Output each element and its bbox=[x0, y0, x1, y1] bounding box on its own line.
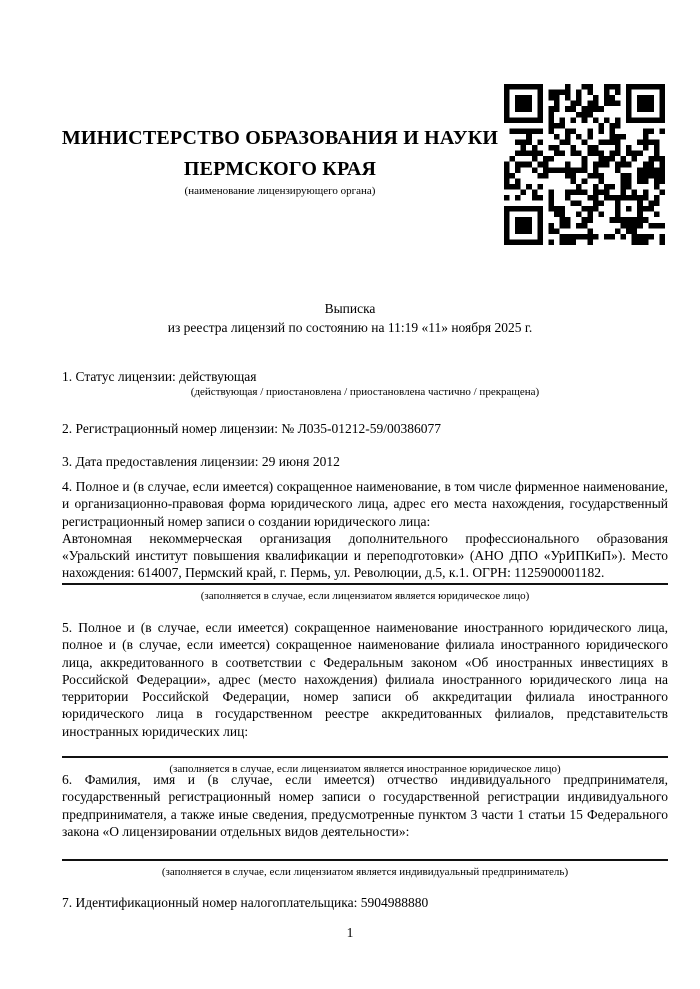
item-license-status bbox=[62, 368, 668, 385]
entrepreneur-caption: (заполняется в случае, если лицензиатом является индивидуальный предприниматель) bbox=[161, 866, 569, 879]
licensing-authority-header bbox=[50, 123, 510, 198]
registration-number-text: 2. Регистрационный номер лицензии: № Л035-01212-59/00386077 bbox=[62, 421, 442, 436]
entrepreneur-label: 6. Фамилия, имя и (в случае, если имеется) отчество индивидуального предпринимателя, государственный регистрационный номер записи о государственной регистрации индивидуального предпринимателя, а также иные сведения, предусмотренные пунктом 3 части 1 статьи 15 Федерального закона «О лицензировании отдельных видов деятельности»: bbox=[62, 772, 668, 839]
item-grant-date bbox=[62, 453, 668, 470]
title-line1: Выписка bbox=[324, 301, 376, 316]
item-legal-entity bbox=[62, 478, 668, 603]
fill-line bbox=[62, 583, 668, 585]
qr-code-icon bbox=[504, 84, 665, 245]
authority-name-line2: ПЕРМСКОГО КРАЯ bbox=[183, 158, 377, 180]
legal-entity-label: 4. Полное и (в случае, если имеется) сокращенное наименование, в том числе фирменное наименование, и организационно-правовая форма юридического лица, адрес его места нахождения, государственный регистрационный номер записи о создании юридического лица: bbox=[62, 479, 668, 529]
foreign-entity-caption: (заполняется в случае, если лицензиатом является иностранное юридическое лицо) bbox=[169, 763, 561, 776]
item-registration-number bbox=[62, 420, 668, 437]
grant-date-text: 3. Дата предоставления лицензии: 29 июня 2012 bbox=[62, 454, 340, 469]
authority-name-line1: МИНИСТЕРСТВО ОБРАЗОВАНИЯ И НАУКИ bbox=[61, 127, 499, 149]
authority-caption: (наименование лицензирующего органа) bbox=[184, 185, 376, 197]
document-title bbox=[0, 300, 700, 337]
license-status-caption: (действующая / приостановлена / приостановлена частично / прекращена) bbox=[190, 386, 540, 398]
legal-entity-caption: (заполняется в случае, если лицензиатом является юридическое лицо) bbox=[200, 589, 530, 602]
title-line2: из реестра лицензий по состоянию на 11:19 «11» ноября 2025 г. bbox=[167, 319, 533, 335]
item-foreign-entity bbox=[62, 619, 668, 776]
fill-line bbox=[62, 756, 668, 758]
inn-text: 7. Идентификационный номер налогоплательщика: 5904988880 bbox=[62, 895, 429, 910]
item-inn bbox=[62, 894, 668, 911]
foreign-entity-label: 5. Полное и (в случае, если имеется) сокращенное наименование иностранного юридического лица, полное и (в случае, если имеется) сокращенное наименование филиала иностранного юридического лица, аккредитованного в соответствии с Федеральным законом «Об иностранных инвестициях в Российской Федерации», адрес (место нахождения) филиала иностранного юридического лица на территории Российской Федерации, номер записи об аккредитации филиала иностранного юридического лица в государственном реестре аккредитованных филиалов, представительств иностранных юридических лиц: bbox=[62, 620, 668, 739]
page-number: 1 bbox=[346, 925, 354, 940]
license-status-text: 1. Статус лицензии: действующая bbox=[62, 369, 257, 384]
fill-line bbox=[62, 859, 668, 861]
legal-entity-value: Автономная некоммерческая организация дополнительного профессионального образования «Уральский институт повышения квалификации и переподготовки» (АНО ДПО «УрИПКиП»). Место нахождения: 614007, Пермский край, г. Пермь, ул. Революции, д.5, к.1. ОГРН: 1125900001182. bbox=[62, 530, 668, 581]
item-entrepreneur bbox=[62, 771, 668, 879]
